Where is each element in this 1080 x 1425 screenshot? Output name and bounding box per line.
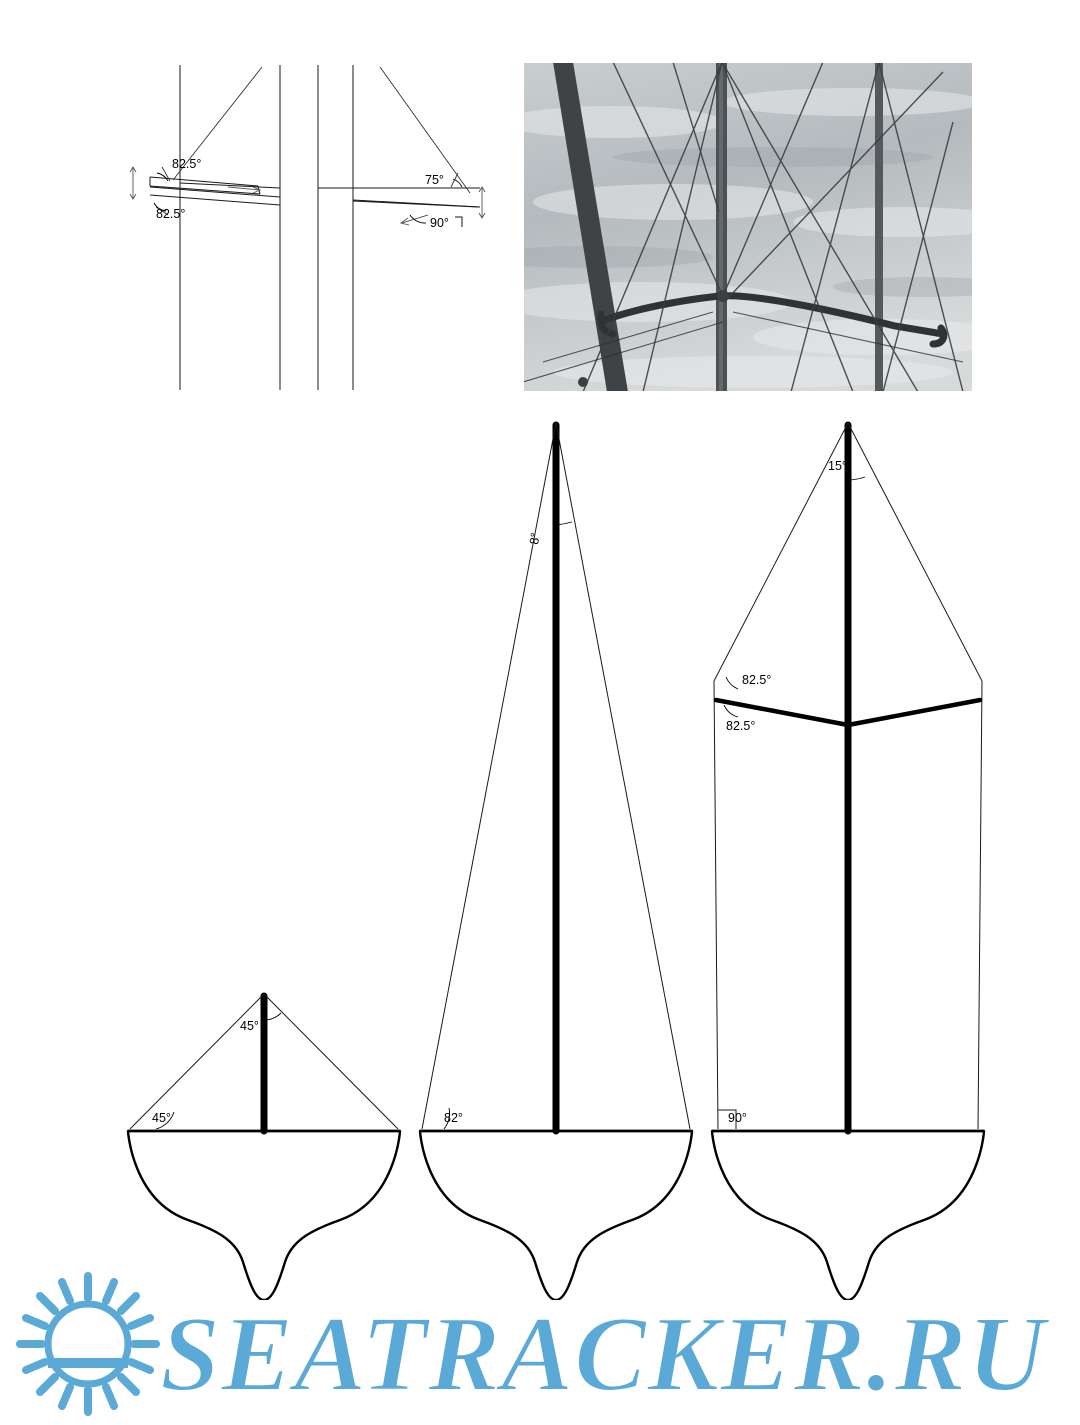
label-right-masthead-angle: 15° <box>828 459 847 473</box>
figure-mast-photo <box>523 62 973 392</box>
figure-spreader-detail <box>110 55 510 400</box>
watermark-text: SEATRACKER.RU <box>160 1295 1047 1414</box>
rig-right <box>712 423 984 1300</box>
three-rigs-svg <box>60 400 1060 1300</box>
label-center-masthead-angle: 8° <box>527 531 543 546</box>
label-left-base-angle: 45° <box>152 1111 171 1125</box>
label-center-base-angle: 82° <box>444 1111 463 1125</box>
label-angle-upper-right: 75° <box>425 173 444 187</box>
rig-center <box>420 423 692 1300</box>
figure-three-rigs <box>60 400 1060 1300</box>
label-angle-lower-left: 82.5° <box>156 207 186 221</box>
label-angle-upper-left: 82.5° <box>172 157 202 171</box>
spreader-detail-svg <box>110 55 510 400</box>
label-right-spreader-upper-angle: 82.5° <box>742 673 772 687</box>
sun-icon <box>20 1276 156 1412</box>
label-left-masthead-angle: 45° <box>240 1019 259 1033</box>
watermark-svg <box>0 1272 1080 1417</box>
mast-photo-svg <box>523 62 973 392</box>
watermark <box>0 1272 1080 1417</box>
label-right-spreader-lower-angle: 82.5° <box>726 719 756 733</box>
label-angle-lower-right: 90° <box>430 216 449 230</box>
label-right-base-angle: 90° <box>728 1111 747 1125</box>
rig-left <box>128 994 400 1300</box>
